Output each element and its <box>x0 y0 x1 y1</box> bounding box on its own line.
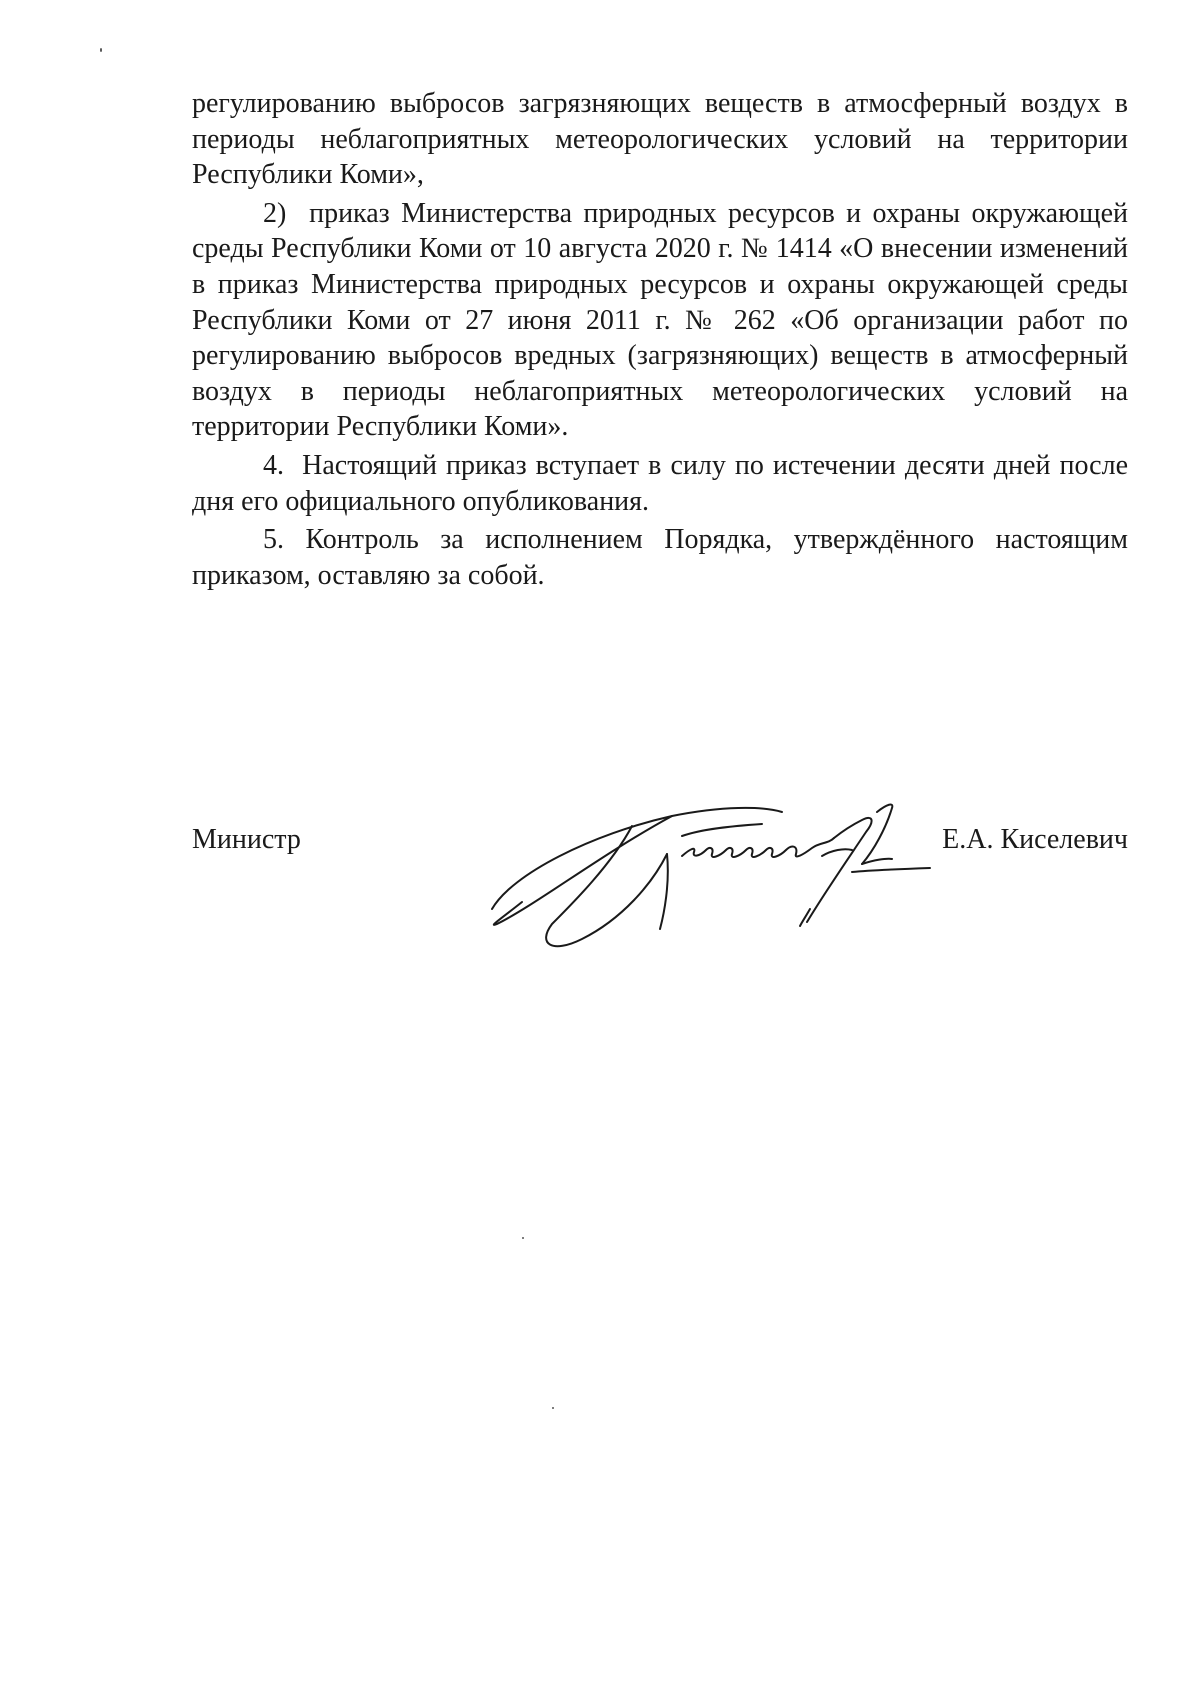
scan-speck <box>552 1407 554 1409</box>
signer-position: Министр <box>192 824 301 855</box>
signer-name: Е.А. Киселевич <box>942 824 1128 855</box>
paragraph-item-4: 4. Настоящий приказ вступает в силу по истечении десяти дней после дня его официального опубликования. <box>192 449 1128 517</box>
document-body <box>192 86 1128 596</box>
paragraph-item-5: 5. Контроль за исполнением Порядка, утверждённого настоящим приказом, оставляю за собой. <box>192 524 1128 591</box>
paragraph-continuation: регулированию выбросов загрязняющих веществ в атмосферный воздух в периоды неблагоприятных метеорологических условий на территории Республики Коми», <box>192 88 1128 191</box>
handwritten-signature-icon <box>482 794 952 969</box>
scan-speck <box>522 1237 524 1239</box>
paragraph-item-2: 2) приказ Министерства природных ресурсов и охраны окружающей среды Республики Коми от 10 августа 2020 г. № 1414 «О внесении изменений в приказ Министерства природных ресурсов и охраны окружающей среды Республики Коми от 27 июня 2011 г. № 262 «Об организации работ по регулированию выбросов вредных (загрязняющих) веществ в атмосферный воздух в периоды неблагоприятных метеорологических условий на территории Республики Коми». <box>192 197 1128 443</box>
scan-speck <box>100 48 102 52</box>
signature-block <box>192 822 1128 962</box>
